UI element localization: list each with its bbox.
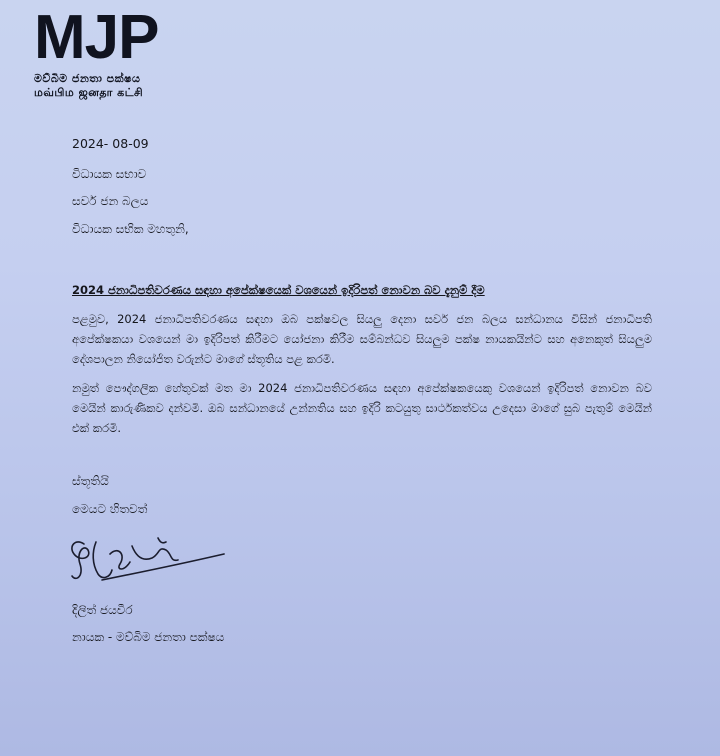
party-logo (34, 4, 158, 100)
recipient-line-2: සර්ව ජන බලය (72, 194, 149, 208)
party-name-tamil: மவ்பிம ஜனதா கட்சி (34, 86, 144, 99)
party-name-sinhala: මව්බිම ජනතා පක්ෂය (34, 72, 141, 85)
handwritten-signature (62, 524, 232, 590)
body-paragraph-1: පළමුව, 2024 ජනාධිපතිවරණය සඳහා ඔබ පක්ෂවල සියලු දෙනා සර්ව ජන බලය සන්ධානය විසින් ජනාධිපති අපේක්ෂකයා වශයෙන් මා ඉදිරිපත් කිරීමට යෝජනා කිරීම සම්බන්ධව සියලුම පක්ෂ නායකයින්ට සහ අනෙකුත් සියලුම දේශපාලන නියෝජිත වරුන්ට මාගේ ස්තූතිය පළ කරමි. (72, 312, 652, 366)
salutation: විධායක සභික මහතුනි, (72, 222, 189, 236)
letter-subject: 2024 ජනාධිපතිවරණය සඳහා අපේක්ෂයෙක් වශයෙන් ඉදිරිපත් නොවන බව දැනුම් දීම (72, 283, 485, 297)
letter-date: 2024- 08-09 (72, 136, 149, 151)
closing-thanks: ස්තූතියි (72, 474, 109, 488)
logo-mark: MJP (34, 3, 159, 72)
closing-yours: මෙයට හිතවත් (72, 502, 148, 516)
signatory-title: නායක - මව්බිම ජනතා පක්ෂය (72, 630, 225, 644)
recipient-line-1: විධායක සභාව (72, 167, 147, 181)
body-paragraph-2: නමුත් පෞද්ගලික හේතුවක් මත මා 2024 ජනාධිපතිවරණය සඳහා අපේක්ෂකයෙකු වශයෙන් ඉදිරිපත් නොවන බව මෙයින් කාරුණිකව දන්වමි. ඔබ සන්ධානයේ උන්නතිය සහ ඉදිරි කටයුතු සාර්ථකත්වය උදෙසා මාගේ සුබ පැතුම් මෙයින් එක් කරමි. (72, 381, 652, 435)
signatory-name: දිලිත් ජයවීර (72, 603, 133, 617)
